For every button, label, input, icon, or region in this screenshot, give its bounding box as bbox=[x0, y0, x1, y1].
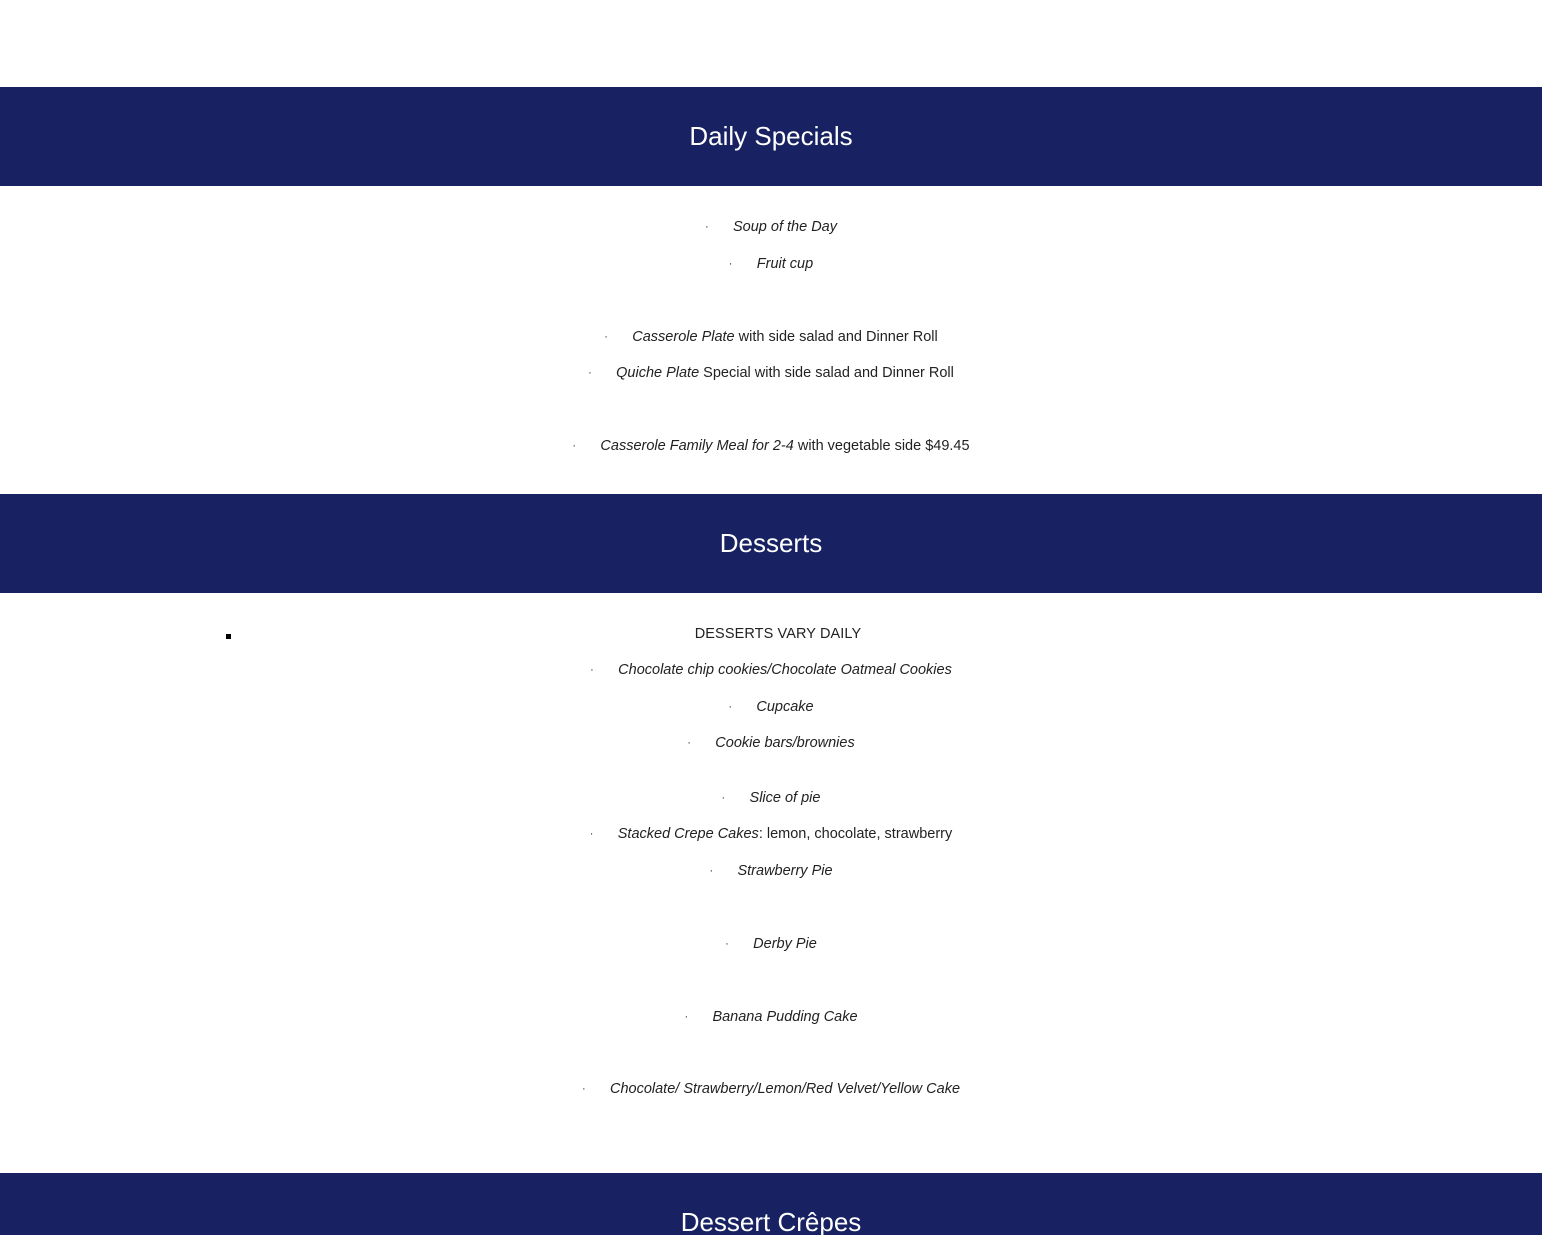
bullet-icon: · bbox=[721, 792, 726, 805]
bullet-icon: · bbox=[684, 1011, 689, 1024]
list-item bbox=[0, 219, 1542, 235]
desserts-vary-heading: DESSERTS VARY DAILY bbox=[694, 626, 862, 642]
bullet-icon: · bbox=[687, 737, 691, 750]
item-name: Cupcake bbox=[756, 699, 814, 715]
list-item bbox=[0, 790, 1542, 806]
item-detail: Special with side salad and Dinner Roll bbox=[699, 365, 954, 381]
list-item bbox=[0, 365, 1542, 381]
daily-specials-banner bbox=[0, 87, 1542, 186]
item-name: Chocolate chip cookies/Chocolate Oatmeal Cookies bbox=[618, 662, 952, 678]
list-item bbox=[0, 735, 1542, 751]
dessert-crepes-title: Dessert Crêpes bbox=[680, 1207, 862, 1235]
item-name: Strawberry Pie bbox=[737, 863, 833, 879]
item-name: Soup of the Day bbox=[733, 219, 837, 235]
item-name: Cookie bars/brownies bbox=[715, 735, 855, 751]
list-item bbox=[0, 863, 1542, 879]
list-item bbox=[0, 329, 1542, 345]
top-spacer bbox=[0, 0, 1542, 87]
bullet-icon: · bbox=[581, 1083, 586, 1096]
item-name: Fruit cup bbox=[756, 256, 814, 272]
list-item bbox=[0, 1081, 1542, 1097]
item-name: Derby Pie bbox=[753, 936, 817, 952]
bullet-icon: · bbox=[709, 865, 714, 878]
list-item bbox=[0, 699, 1542, 715]
item-detail: with side salad and Dinner Roll bbox=[734, 329, 938, 345]
daily-specials-title: Daily Specials bbox=[689, 121, 853, 151]
item-name: Slice of pie bbox=[749, 790, 821, 806]
item-name: Quiche Plate bbox=[616, 365, 700, 381]
bullet-icon: · bbox=[705, 221, 709, 234]
list-item bbox=[0, 1009, 1542, 1025]
item-name: Casserole Plate bbox=[632, 329, 735, 345]
bullet-icon: · bbox=[572, 440, 577, 453]
item-name: Chocolate/ Strawberry/Lemon/Red Velvet/Yellow Cake bbox=[609, 1081, 961, 1097]
list-item bbox=[0, 936, 1542, 952]
bullet-icon: · bbox=[588, 367, 592, 380]
item-detail: : lemon, chocolate, strawberry bbox=[758, 826, 953, 842]
desserts-list bbox=[0, 593, 1542, 1173]
list-item bbox=[0, 662, 1542, 678]
item-name: Banana Pudding Cake bbox=[712, 1009, 858, 1025]
item-detail: with vegetable side $49.45 bbox=[793, 438, 970, 454]
item-name: Stacked Crepe Cakes bbox=[617, 826, 759, 842]
bullet-icon: · bbox=[728, 701, 733, 714]
dessert-crepes-banner bbox=[0, 1173, 1542, 1235]
bullet-icon: · bbox=[590, 664, 594, 677]
list-item bbox=[0, 256, 1542, 272]
bullet-icon: · bbox=[725, 938, 729, 951]
list-item bbox=[0, 826, 1542, 842]
desserts-title: Desserts bbox=[719, 528, 823, 558]
daily-specials-list bbox=[0, 186, 1542, 494]
bullet-icon: · bbox=[728, 258, 733, 271]
desserts-banner bbox=[0, 494, 1542, 593]
bullet-icon: · bbox=[604, 331, 608, 344]
bullet-icon: · bbox=[589, 828, 594, 841]
item-name: Casserole Family Meal for 2-4 bbox=[600, 438, 794, 454]
list-item bbox=[0, 438, 1542, 454]
